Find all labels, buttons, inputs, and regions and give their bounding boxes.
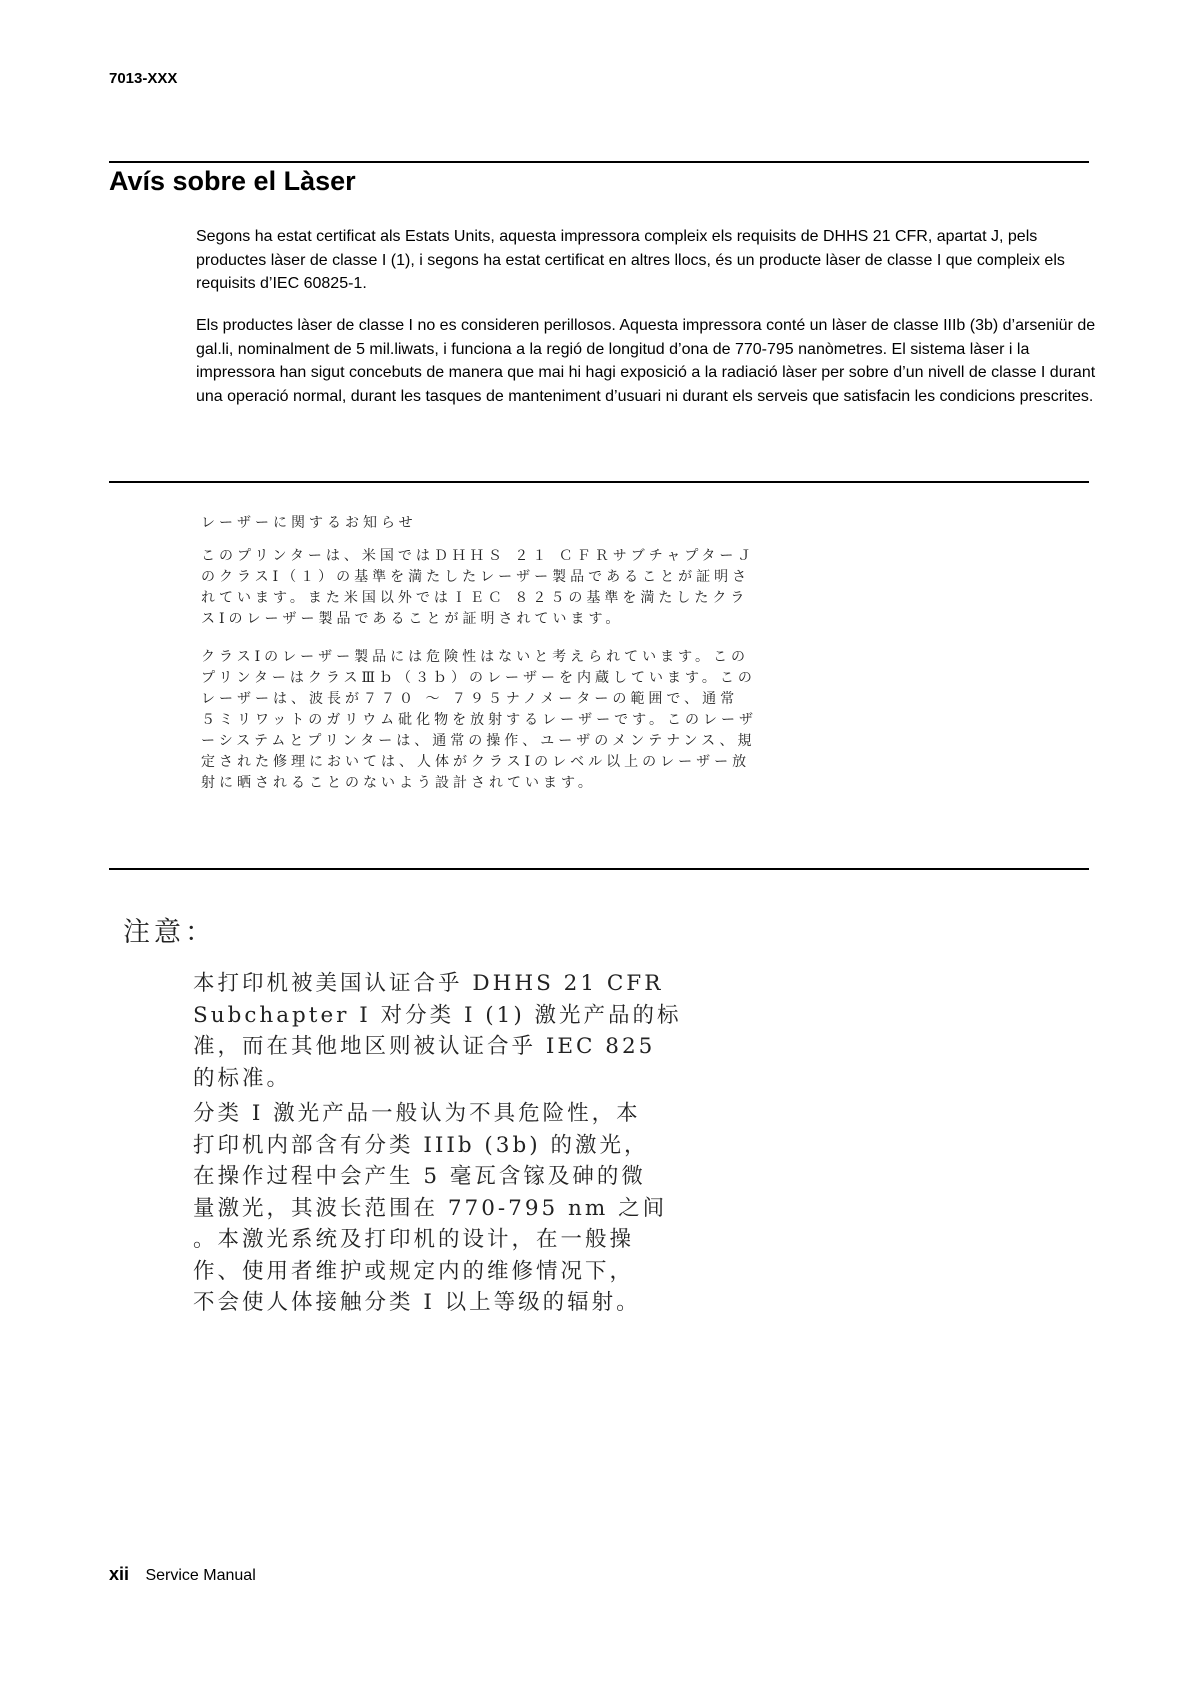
divider-rule (109, 868, 1089, 870)
japanese-text-line: のクラスⅠ（１）の基準を満たしたレーザー製品であることが証明さ (201, 569, 751, 585)
page-number: xii (109, 1564, 130, 1584)
divider-rule (109, 481, 1089, 483)
japanese-text-line: クラスⅠのレーザー製品には危険性はないと考えられています。この (201, 649, 749, 665)
chinese-text-line: 打印机内部含有分类 IIIb (3b) 的激光， (193, 1132, 649, 1158)
japanese-notice-paragraph (201, 546, 755, 630)
page-footer (109, 1564, 256, 1585)
japanese-title-line: レーザーに関するお知らせ (201, 515, 417, 531)
japanese-text-line: スⅠのレーザー製品であることが証明されています。 (201, 611, 624, 627)
japanese-text-line: ５ミリワットのガリウム砒化物を放射するレーザーです。このレーザ (201, 712, 758, 728)
japanese-text-line: レーザーは、波長が７７０ ～ ７９５ナノメーターの範囲で、通常 (201, 691, 739, 707)
chinese-text-line: 在操作过程中会产生 5 毫瓦含镓及砷的微 (193, 1164, 646, 1189)
japanese-text-line: プリンターはクラスⅢｂ（３ｂ）のレーザーを内蔵しています。この (201, 670, 756, 686)
section-title: Avís sobre el Làser (109, 166, 356, 196)
japanese-text-line: 射に晒されることのないよう設計されています。 (201, 775, 596, 791)
japanese-notice-paragraph (201, 647, 757, 794)
chinese-text-line: 分类 I 激光产品一般认为不具危险性，本 (193, 1101, 641, 1126)
japanese-notice-title (201, 513, 417, 534)
chinese-text-line: 。本激光系统及打印机的设计，在一般操 (193, 1227, 635, 1252)
section-top-rule (109, 161, 1089, 163)
chinese-notice-title: 注意： (123, 917, 216, 948)
chinese-text-line: 本打印机被美国认证合乎 DHHS 21 CFR (193, 971, 664, 996)
chinese-text-line: 准，而在其他地区则被认证合乎 IEC 825 (193, 1034, 656, 1059)
japanese-text-line: 定された修理においては、人体がクラスⅠのレベル以上のレーザー放 (201, 754, 751, 770)
laser-notice-paragraph: Els productes làser de classe I no es consideren perillosos. Aquesta impressora conté un làser de classe IIIb (3b) d’arseniür de gal.li, nominalment de 5 mil.liwats, i funciona a la regió de longitud d’ona de 770-795 nanòmetres. El sistema làser i la impressora han sigut concebuts de manera que mai hi hagi exposició a la radiació làser per sobre d’un nivell de classe I durant una operació normal, durant les tasques de manteniment d’usuari ni durant els serveis que satisfacin les condicions prescrites. (196, 317, 1096, 405)
chinese-text-line: 的标准。 (193, 1065, 292, 1091)
japanese-text-line: このプリンターは、米国ではＤＨＨＳ ２１ ＣＦＲサブチャプターＪ (201, 548, 756, 564)
japanese-text-line: れています。また米国以外ではＩＥＣ ８２５の基準を満たしたクラ (201, 590, 749, 606)
chinese-text-line: 量激光，其波长范围在 770-795 nm 之间 (193, 1195, 668, 1221)
laser-notice-paragraph: Segons ha estat certificat als Estats Units, aquesta impressora compleix els requisits de DHHS 21 CFR, apartat J, pels productes làser de classe I (1), i segons ha estat certificat en altres llocs, és un producte làser de classe I que compleix els requisits d’IEC 60825-1. (196, 228, 1065, 292)
japanese-text-line: ーシステムとプリンターは、通常の操作、ユーザのメンテナンス、規 (201, 733, 756, 749)
chinese-text-line: 作、使用者维护或规定内的维修情况下， (193, 1258, 635, 1284)
chinese-text-line: Subchapter I 对分类 I (1) 激光产品的标 (193, 1002, 682, 1028)
chinese-notice-paragraph (193, 1098, 667, 1319)
chinese-text-line: 不会使人体接触分类 I 以上等级的辐射。 (193, 1290, 641, 1315)
model-number: 7013-XXX (109, 70, 178, 87)
document-title: Service Manual (145, 1567, 256, 1584)
chinese-notice-paragraph (193, 968, 682, 1094)
